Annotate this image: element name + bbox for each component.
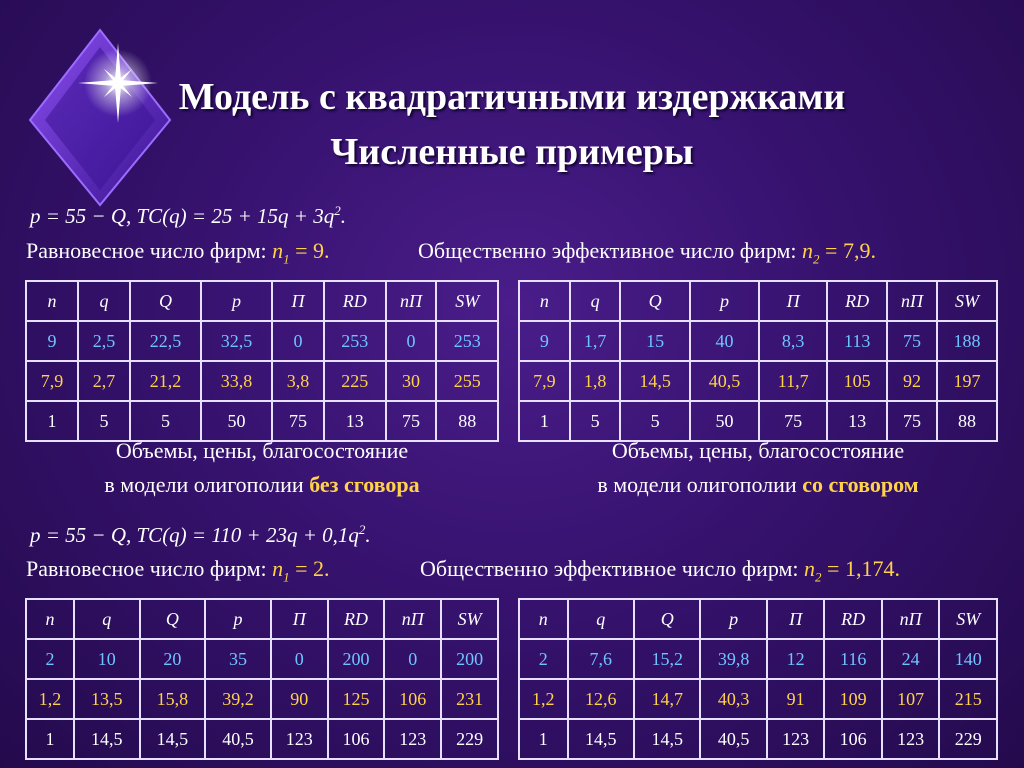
table-row bbox=[519, 361, 997, 401]
table-cell: 106 bbox=[384, 679, 441, 719]
equilibrium-value-1: = 9. bbox=[295, 238, 330, 263]
equilibrium-line-2 bbox=[26, 556, 330, 585]
column-header: SW bbox=[436, 281, 498, 321]
equilibrium-value-2: = 2. bbox=[295, 556, 330, 581]
table-cell: 35 bbox=[205, 639, 271, 679]
table-cell: 2 bbox=[26, 639, 74, 679]
equilibrium-label-1: Равновесное число фирм: bbox=[26, 238, 267, 263]
column-header: q bbox=[568, 599, 634, 639]
table-header-row bbox=[26, 599, 498, 639]
caption-right bbox=[518, 434, 998, 502]
table-cell: 225 bbox=[324, 361, 386, 401]
table-cell: 14,5 bbox=[568, 719, 634, 759]
column-header: nΠ bbox=[887, 281, 937, 321]
column-header: RD bbox=[328, 599, 385, 639]
table-cell: 88 bbox=[937, 401, 997, 441]
table-cell: 12 bbox=[767, 639, 825, 679]
column-header: Π bbox=[272, 281, 324, 321]
table-cell: 2,5 bbox=[78, 321, 130, 361]
table-cell: 5 bbox=[78, 401, 130, 441]
table-cell: 92 bbox=[887, 361, 937, 401]
table-cell: 5 bbox=[130, 401, 201, 441]
table-cell: 40,3 bbox=[700, 679, 766, 719]
column-header: n bbox=[26, 599, 74, 639]
table-cell: 2,7 bbox=[78, 361, 130, 401]
table-cell: 107 bbox=[882, 679, 940, 719]
table-cell: 229 bbox=[939, 719, 997, 759]
efficient-label-2: Общественно эффективное число фирм: bbox=[420, 556, 799, 581]
column-header: q bbox=[74, 599, 140, 639]
column-header: n bbox=[26, 281, 78, 321]
table-cell: 14,5 bbox=[620, 361, 689, 401]
table-cell: 12,6 bbox=[568, 679, 634, 719]
efficient-value-2: = 1,174. bbox=[827, 556, 900, 581]
table-cell: 5 bbox=[620, 401, 689, 441]
slide-title-line1: Модель с квадратичными издержками bbox=[178, 76, 846, 118]
table-2-collusion bbox=[518, 598, 998, 760]
table-cell: 13 bbox=[827, 401, 887, 441]
table-cell: 1,8 bbox=[570, 361, 621, 401]
table-cell: 13 bbox=[324, 401, 386, 441]
table-cell: 22,5 bbox=[130, 321, 201, 361]
table-cell: 14,5 bbox=[74, 719, 140, 759]
formula-2: p = 55 − Q, $TC(q) = 110 + 23q + 0,1q^2$. bbox=[30, 522, 371, 547]
caption-left-bold: без сговора bbox=[309, 472, 420, 497]
formula-2-exp: 2 bbox=[358, 522, 366, 537]
table-cell: 11,7 bbox=[759, 361, 827, 401]
column-header: SW bbox=[937, 281, 997, 321]
table-cell: 229 bbox=[441, 719, 498, 759]
table-cell: 14,5 bbox=[634, 719, 700, 759]
equilibrium-label-2: Равновесное число фирм: bbox=[26, 556, 267, 581]
table-row bbox=[519, 719, 997, 759]
column-header: Q bbox=[620, 281, 689, 321]
table-cell: 33,8 bbox=[201, 361, 272, 401]
table-cell: 32,5 bbox=[201, 321, 272, 361]
column-header: nΠ bbox=[882, 599, 940, 639]
table-cell: 106 bbox=[824, 719, 882, 759]
n1-symbol-2: $n_1$ bbox=[272, 556, 290, 585]
caption-right-line2-wrap bbox=[518, 468, 998, 502]
equilibrium-line-1 bbox=[26, 238, 330, 267]
table-cell: 40,5 bbox=[690, 361, 759, 401]
table-cell: 0 bbox=[271, 639, 328, 679]
table-1-collusion bbox=[518, 280, 998, 442]
table-cell: 39,2 bbox=[205, 679, 271, 719]
table-cell: 1,2 bbox=[26, 679, 74, 719]
table-cell: 253 bbox=[324, 321, 386, 361]
table-cell: 215 bbox=[939, 679, 997, 719]
table-cell: 13,5 bbox=[74, 679, 140, 719]
table-cell: 75 bbox=[887, 401, 937, 441]
table-cell: 116 bbox=[824, 639, 882, 679]
table-cell: 1 bbox=[519, 719, 568, 759]
table-row bbox=[26, 719, 498, 759]
column-header: Π bbox=[767, 599, 825, 639]
table-cell: 75 bbox=[272, 401, 324, 441]
efficient-line-1 bbox=[418, 238, 876, 267]
slide-title-line2: Численные примеры bbox=[330, 131, 694, 173]
table-cell: 1 bbox=[519, 401, 570, 441]
table-cell: 15,2 bbox=[634, 639, 700, 679]
table-row bbox=[519, 639, 997, 679]
formula-2-text: p = 55 − Q, TC(q) = 110 + 23q + 0,1q bbox=[30, 523, 359, 547]
formula-1: p = 55 − Q, $TC(q) = 25 + 15q + 3q^2$. bbox=[30, 203, 346, 228]
table-cell: 91 bbox=[767, 679, 825, 719]
column-header: p bbox=[201, 281, 272, 321]
column-header: RD bbox=[827, 281, 887, 321]
column-header: Q bbox=[130, 281, 201, 321]
table-1-no-collusion bbox=[25, 280, 499, 442]
table-row bbox=[519, 679, 997, 719]
table-cell: 113 bbox=[827, 321, 887, 361]
table-cell: 1,2 bbox=[519, 679, 568, 719]
table-2-no-collusion bbox=[25, 598, 499, 760]
table-cell: 20 bbox=[140, 639, 206, 679]
table-cell: 39,8 bbox=[700, 639, 766, 679]
caption-left bbox=[25, 434, 499, 502]
table-cell: 15 bbox=[620, 321, 689, 361]
table-cell: 2 bbox=[519, 639, 568, 679]
table-cell: 123 bbox=[384, 719, 441, 759]
table-cell: 7,9 bbox=[26, 361, 78, 401]
table-cell: 253 bbox=[436, 321, 498, 361]
column-header: SW bbox=[939, 599, 997, 639]
table-cell: 106 bbox=[328, 719, 385, 759]
column-header: Q bbox=[140, 599, 206, 639]
table-cell: 24 bbox=[882, 639, 940, 679]
table-cell: 8,3 bbox=[759, 321, 827, 361]
table-cell: 255 bbox=[436, 361, 498, 401]
column-header: RD bbox=[324, 281, 386, 321]
table-cell: 40,5 bbox=[205, 719, 271, 759]
table-cell: 21,2 bbox=[130, 361, 201, 401]
table-cell: 75 bbox=[887, 321, 937, 361]
n1-symbol-1: $n_1$ bbox=[272, 238, 290, 267]
table-cell: 40 bbox=[690, 321, 759, 361]
table-cell: 200 bbox=[441, 639, 498, 679]
column-header: nΠ bbox=[384, 599, 441, 639]
column-header: p bbox=[690, 281, 759, 321]
table-cell: 0 bbox=[272, 321, 324, 361]
table-cell: 3,8 bbox=[272, 361, 324, 401]
table-cell: 14,5 bbox=[140, 719, 206, 759]
table-cell: 75 bbox=[759, 401, 827, 441]
table-cell: 197 bbox=[937, 361, 997, 401]
table-cell: 1 bbox=[26, 401, 78, 441]
column-header: nΠ bbox=[386, 281, 437, 321]
table-cell: 90 bbox=[271, 679, 328, 719]
table-cell: 188 bbox=[937, 321, 997, 361]
table-cell: 123 bbox=[767, 719, 825, 759]
table-row bbox=[26, 639, 498, 679]
table-row bbox=[26, 361, 498, 401]
table-cell: 105 bbox=[827, 361, 887, 401]
table-cell: 123 bbox=[271, 719, 328, 759]
column-header: q bbox=[78, 281, 130, 321]
table-cell: 75 bbox=[386, 401, 437, 441]
table-cell: 30 bbox=[386, 361, 437, 401]
formula-1-text: p = 55 − Q, TC(q) = 25 + 15q + 3q bbox=[30, 204, 335, 228]
table-header-row bbox=[519, 281, 997, 321]
n2-symbol-1: $n_2$ bbox=[802, 238, 820, 267]
column-header: Π bbox=[759, 281, 827, 321]
caption-right-line1: Объемы, цены, благосостояние bbox=[611, 438, 905, 463]
column-header: p bbox=[700, 599, 766, 639]
efficient-value-1: = 7,9. bbox=[825, 238, 876, 263]
table-row bbox=[519, 321, 997, 361]
table-cell: 50 bbox=[690, 401, 759, 441]
caption-right-bold: со сговором bbox=[802, 472, 919, 497]
n2-symbol-2: $n_2$ bbox=[804, 556, 822, 585]
column-header: SW bbox=[441, 599, 498, 639]
table-row bbox=[26, 679, 498, 719]
column-header: RD bbox=[824, 599, 882, 639]
table-header-row bbox=[519, 599, 997, 639]
caption-right-line2: в модели олигополии bbox=[597, 472, 797, 497]
column-header: n bbox=[519, 281, 570, 321]
table-cell: 10 bbox=[74, 639, 140, 679]
column-header: Π bbox=[271, 599, 328, 639]
caption-left-line2-wrap bbox=[25, 468, 499, 502]
table-header-row bbox=[26, 281, 498, 321]
table-cell: 200 bbox=[328, 639, 385, 679]
efficient-line-2 bbox=[420, 556, 900, 585]
table-cell: 88 bbox=[436, 401, 498, 441]
table-row bbox=[26, 321, 498, 361]
table-cell: 50 bbox=[201, 401, 272, 441]
table-cell: 140 bbox=[939, 639, 997, 679]
table-cell: 7,9 bbox=[519, 361, 570, 401]
formula-1-exp: 2 bbox=[334, 203, 341, 218]
table-cell: 231 bbox=[441, 679, 498, 719]
table-cell: 15,8 bbox=[140, 679, 206, 719]
caption-left-line2: в модели олигополии bbox=[104, 472, 304, 497]
table-cell: 14,7 bbox=[634, 679, 700, 719]
table-cell: 40,5 bbox=[700, 719, 766, 759]
efficient-label-1: Общественно эффективное число фирм: bbox=[418, 238, 797, 263]
table-cell: 0 bbox=[386, 321, 437, 361]
table-cell: 123 bbox=[882, 719, 940, 759]
table-cell: 5 bbox=[570, 401, 621, 441]
table-cell: 1,7 bbox=[570, 321, 621, 361]
column-header: Q bbox=[634, 599, 700, 639]
column-header: q bbox=[570, 281, 621, 321]
table-cell: 9 bbox=[26, 321, 78, 361]
caption-left-line1: Объемы, цены, благосостояние bbox=[115, 438, 409, 463]
table-cell: 0 bbox=[384, 639, 441, 679]
column-header: p bbox=[205, 599, 271, 639]
table-cell: 7,6 bbox=[568, 639, 634, 679]
table-cell: 9 bbox=[519, 321, 570, 361]
table-cell: 1 bbox=[26, 719, 74, 759]
table-cell: 109 bbox=[824, 679, 882, 719]
table-cell: 125 bbox=[328, 679, 385, 719]
column-header: n bbox=[519, 599, 568, 639]
